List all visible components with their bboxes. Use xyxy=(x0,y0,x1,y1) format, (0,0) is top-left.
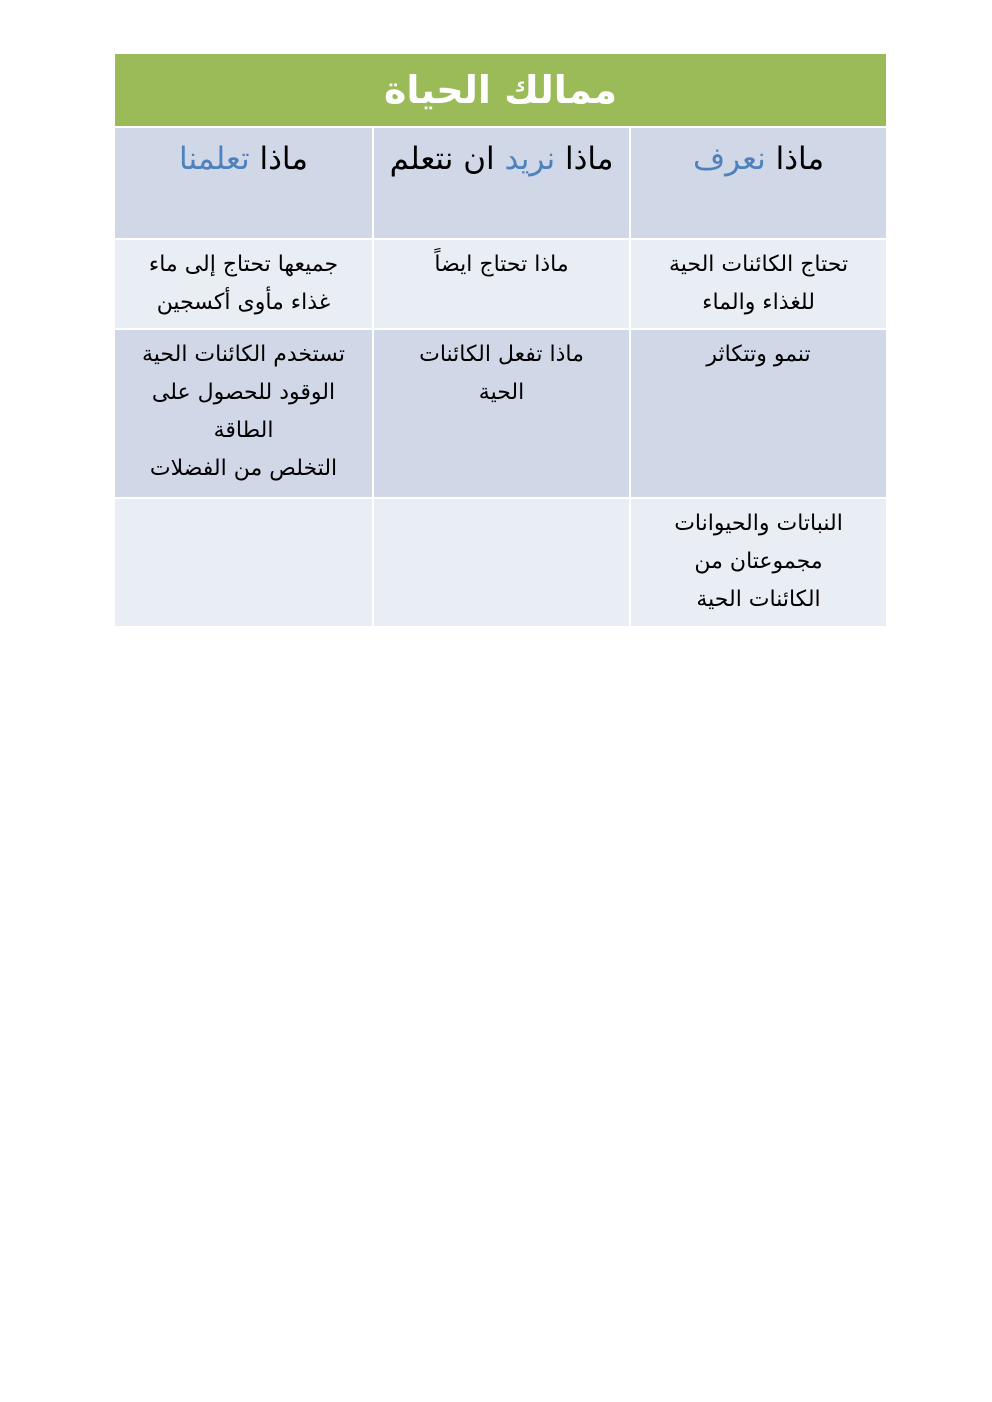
table-cell xyxy=(630,498,887,627)
table-cell xyxy=(630,239,887,329)
table-row xyxy=(114,329,887,498)
table-cell xyxy=(114,329,373,498)
title-cell xyxy=(114,53,887,127)
header-know-prefix: ماذا xyxy=(765,141,825,177)
header-know-text xyxy=(631,128,886,184)
cell-text: تنمو وتتكاثر xyxy=(706,342,811,367)
header-learned-text xyxy=(115,128,372,184)
cell-text: النباتات والحيوانات مجموعتان من الكائنات الحية xyxy=(674,511,843,612)
table-cell xyxy=(114,498,373,627)
header-learned-prefix: ماذا xyxy=(249,141,308,177)
table-cell xyxy=(373,329,630,498)
cell-text: ماذا تحتاج ايضاً xyxy=(434,252,569,277)
header-want-prefix: ماذا xyxy=(555,141,614,177)
header-learned-accent: تعلمنا xyxy=(179,141,250,177)
header-row xyxy=(114,127,887,239)
table-cell xyxy=(114,239,373,329)
header-want-accent: نريد xyxy=(504,141,556,177)
header-know-accent: نعرف xyxy=(692,141,766,177)
cell-text xyxy=(115,499,372,505)
table-row xyxy=(114,498,887,627)
table-cell xyxy=(630,329,887,498)
header-want-text xyxy=(374,128,629,184)
header-learned xyxy=(114,127,373,239)
kwl-table xyxy=(113,52,888,628)
title-row xyxy=(114,53,887,127)
table-cell xyxy=(373,239,630,329)
cell-text: تستخدم الكائنات الحية الوقود للحصول على الطاقة التخلص من الفضلات xyxy=(141,342,346,481)
table-title: ممالك الحياة xyxy=(383,68,618,112)
header-want xyxy=(373,127,630,239)
header-want-suffix: ان نتعلم xyxy=(389,141,505,177)
header-know xyxy=(630,127,887,239)
table-cell xyxy=(373,498,630,627)
table-row xyxy=(114,239,887,329)
cell-text xyxy=(374,499,629,505)
cell-text: ماذا تفعل الكائنات الحية xyxy=(419,342,584,405)
cell-text: تحتاج الكائنات الحية للغذاء والماء xyxy=(668,252,849,315)
cell-text: جميعها تحتاج إلى ماء غذاء مأوى أكسجين xyxy=(148,252,339,315)
